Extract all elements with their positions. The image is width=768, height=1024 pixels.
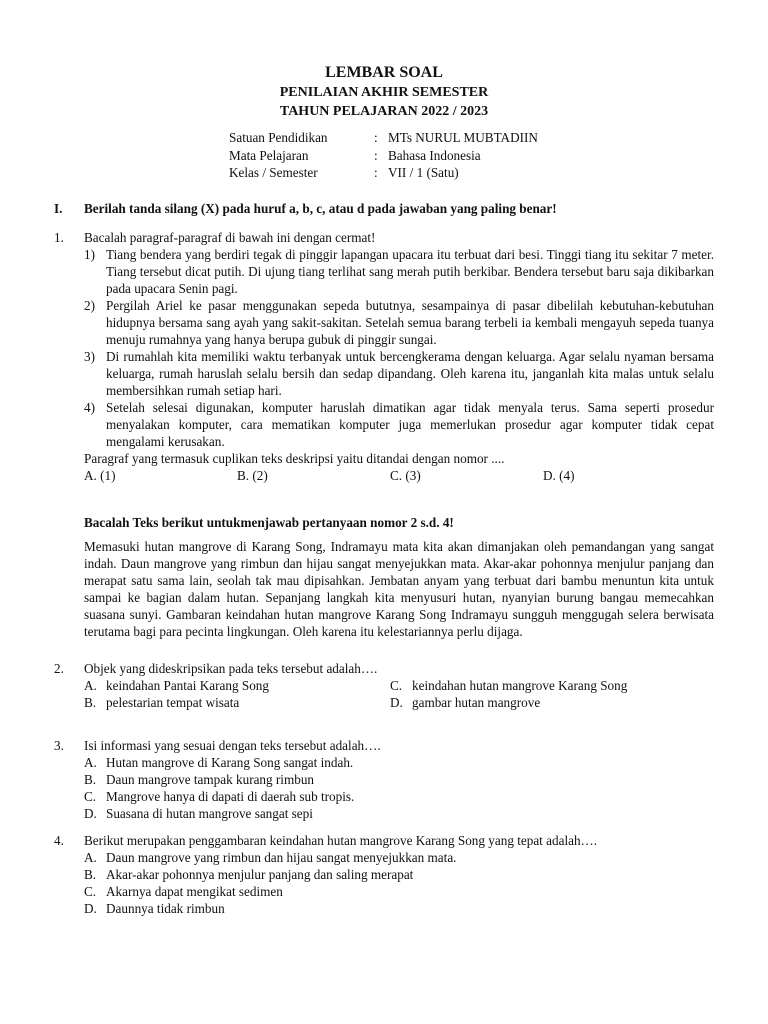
option-text: (3) xyxy=(405,468,421,483)
page-title: LEMBAR SOAL xyxy=(325,64,443,81)
answer-option-b[interactable] xyxy=(84,771,714,788)
option-text: Daun mangrove yang rimbun dan hijau sangat menyejukkan mata. xyxy=(106,850,457,865)
paragraph-item xyxy=(84,348,714,399)
paragraph-number: 2) xyxy=(84,298,95,313)
question-stem: Isi informasi yang sesuai dengan teks tersebut adalah…. xyxy=(84,738,381,753)
question-stem-row xyxy=(54,229,714,246)
academic-year: TAHUN PELAJARAN 2022 / 2023 xyxy=(279,104,489,119)
option-letter: C. xyxy=(390,678,403,693)
answer-option-c[interactable] xyxy=(390,677,690,694)
paragraph-item xyxy=(84,399,714,450)
info-row-school xyxy=(229,129,538,147)
answer-options xyxy=(84,467,714,484)
info-row-subject xyxy=(229,147,538,165)
option-text: Suasana di hutan mangrove sangat sepi xyxy=(106,806,313,821)
paragraph-item xyxy=(84,297,714,348)
section-text: Berilah tanda silang (X) pada huruf a, b, c, atau d pada jawaban yang paling benar! xyxy=(84,201,557,216)
paragraph-text: Pergilah Ariel ke pasar menggunakan sepeda bututnya, sesampainya di pasar dibelilah kebutuhan-kebutuhan hidupnya bersama sang ayah yang sakit-sakitan. Setelah semua barang terbeli ia kembali mengayuh sepeda tuanya menuju rumahnya yang hanya berupa gubuk di pinggir sungai. xyxy=(106,298,714,347)
info-label: Mata Pelajaran xyxy=(229,147,309,163)
option-text: (2) xyxy=(252,468,268,483)
question-prompt: Paragraf yang termasuk cuplikan teks deskripsi yaitu ditandai dengan nomor .... xyxy=(84,451,505,466)
paragraph-text: Setelah selesai digunakan, komputer haruslah dimatikan agar tidak menyala terus. Sama seperti prosedur menyalakan komputer, cara mematikan komputer juga memerlukan prosedur agar komputer tidak cepat mengalami kerusakan. xyxy=(106,400,714,449)
option-text: gambar hutan mangrove xyxy=(412,695,541,710)
paragraph-list xyxy=(84,246,714,450)
info-label: Kelas / Semester xyxy=(229,165,318,180)
option-text: Mangrove hanya di dapati di daerah sub tropis. xyxy=(106,789,355,804)
option-letter: A. xyxy=(84,850,97,865)
answer-option-d[interactable] xyxy=(84,900,714,917)
question-stem-row xyxy=(54,660,714,677)
question-stem-row xyxy=(54,832,714,849)
option-letter: D. xyxy=(84,901,97,916)
section-number: I. xyxy=(54,201,63,216)
info-value: Bahasa Indonesia xyxy=(388,147,481,163)
option-letter: A. xyxy=(84,468,97,483)
option-text: Daunnya tidak rimbun xyxy=(106,901,225,916)
option-text: Daun mangrove tampak kurang rimbun xyxy=(106,772,315,787)
answer-option-a[interactable] xyxy=(84,467,237,484)
question-2 xyxy=(54,660,714,711)
question-stem: Objek yang dideskripsikan pada teks tersebut adalah…. xyxy=(84,661,378,676)
reading-instruction: Bacalah Teks berikut untukmenjawab pertanyaan nomor 2 s.d. 4! xyxy=(84,515,454,530)
option-letter: C. xyxy=(390,468,403,483)
reading-passage: Memasuki hutan mangrove di Karang Song, Indramayu mata kita akan dimanjakan oleh pemandangan yang sangat indah. Daun mangrove yang rimbun dan hijau sangat menyejukkan mata. Akar-akar pohonnya menjulur panjang dan merapat satu sama lain, seolah tak mau dipisahkan. Jembatan anyam yang terbuat dari bambu menuntun kita untuk sampai ke bagian dalam hutan. Sepanjang langkah kita menyusuri hutan, nyanyian burung bangau memecahkan suasana sunyi. Gambaran keindahan hutan mangrove Karang Song Indramayu sungguh menggugah selera berwisata terutama bagi para pecinta lingkungan. Oleh karena itu kelestariannya perlu dijaga. xyxy=(84,539,714,639)
question-1 xyxy=(54,229,714,484)
paragraph-item xyxy=(84,246,714,297)
answer-option-a[interactable] xyxy=(84,849,714,866)
info-value: VII / 1 (Satu) xyxy=(388,165,459,180)
paragraph-text: Di rumahlah kita memiliki waktu terbanyak untuk bercengkerama dengan keluarga. Agar selalu nyaman bersama keluarga, rumah haruslah selalu bersih dan sedap dipandang. Oleh karena itu, janganlah kita malas untuk selalu membersihkan rumah setiap hari. xyxy=(106,349,714,398)
answer-option-d[interactable] xyxy=(543,467,696,484)
option-letter: D. xyxy=(84,806,97,821)
option-letter: D. xyxy=(390,695,403,710)
option-text: Akarnya dapat mengikat sedimen xyxy=(106,884,283,899)
option-letter: C. xyxy=(84,789,97,804)
paragraph-number: 1) xyxy=(84,247,95,262)
question-4 xyxy=(54,832,714,917)
option-letter: B. xyxy=(84,867,97,882)
answer-options xyxy=(84,754,714,822)
answer-option-b[interactable] xyxy=(84,694,390,711)
answer-option-b[interactable] xyxy=(84,866,714,883)
question-number: 2. xyxy=(54,661,64,676)
answer-option-b[interactable] xyxy=(237,467,390,484)
answer-option-d[interactable] xyxy=(84,805,714,822)
option-letter: B. xyxy=(84,695,97,710)
question-stem: Berikut merupakan penggambaran keindahan hutan mangrove Karang Song yang tepat adalah…. xyxy=(84,833,598,848)
option-text: pelestarian tempat wisata xyxy=(106,695,240,710)
question-number: 3. xyxy=(54,738,64,753)
info-colon: : xyxy=(374,130,378,145)
paragraph-number: 3) xyxy=(84,349,95,364)
exam-info xyxy=(229,129,538,182)
info-row-class xyxy=(229,164,538,182)
option-text: (4) xyxy=(559,468,575,483)
option-letter: D. xyxy=(543,468,556,483)
page-subtitle: PENILAIAN AKHIR SEMESTER xyxy=(279,85,489,100)
info-label: Satuan Pendidikan xyxy=(229,130,328,145)
option-text: keindahan hutan mangrove Karang Song xyxy=(412,678,628,693)
option-letter: C. xyxy=(84,884,97,899)
option-letter: A. xyxy=(84,755,97,770)
question-number: 1. xyxy=(54,230,64,245)
question-stem: Bacalah paragraf-paragraf di bawah ini dengan cermat! xyxy=(84,230,376,245)
option-letter: B. xyxy=(237,468,250,483)
answer-options xyxy=(84,677,714,711)
question-stem-row xyxy=(54,737,714,754)
option-letter: A. xyxy=(84,678,97,693)
answer-option-a[interactable] xyxy=(84,754,714,771)
paragraph-text: Tiang bendera yang berdiri tegak di pinggir lapangan upacara itu terbuat dari besi. Tinggi tiang itu sekitar 7 meter. Tiang tersebut dicat putih. Di ujung tiang terlihat sang merah putih berkibar. Bendera tersebut baru saja dikibarkan pada upacara Senin pagi. xyxy=(106,247,714,296)
option-text: Hutan mangrove di Karang Song sangat indah. xyxy=(106,755,354,770)
answer-option-d[interactable] xyxy=(390,694,690,711)
option-text: Akar-akar pohonnya menjulur panjang dan saling merapat xyxy=(106,867,414,882)
info-colon: : xyxy=(374,147,378,163)
info-value: MTs NURUL MUBTADIIN xyxy=(388,130,538,145)
answer-option-c[interactable] xyxy=(390,467,543,484)
answer-options xyxy=(84,849,714,917)
info-colon: : xyxy=(374,165,378,180)
option-letter: B. xyxy=(84,772,97,787)
paragraph-number: 4) xyxy=(84,400,95,415)
option-text: (1) xyxy=(100,468,116,483)
section-instruction xyxy=(54,200,557,217)
answer-option-c[interactable] xyxy=(84,788,714,805)
option-text: keindahan Pantai Karang Song xyxy=(106,678,269,693)
answer-option-c[interactable] xyxy=(84,883,714,900)
answer-option-a[interactable] xyxy=(84,677,390,694)
question-number: 4. xyxy=(54,833,64,848)
question-3 xyxy=(54,737,714,822)
